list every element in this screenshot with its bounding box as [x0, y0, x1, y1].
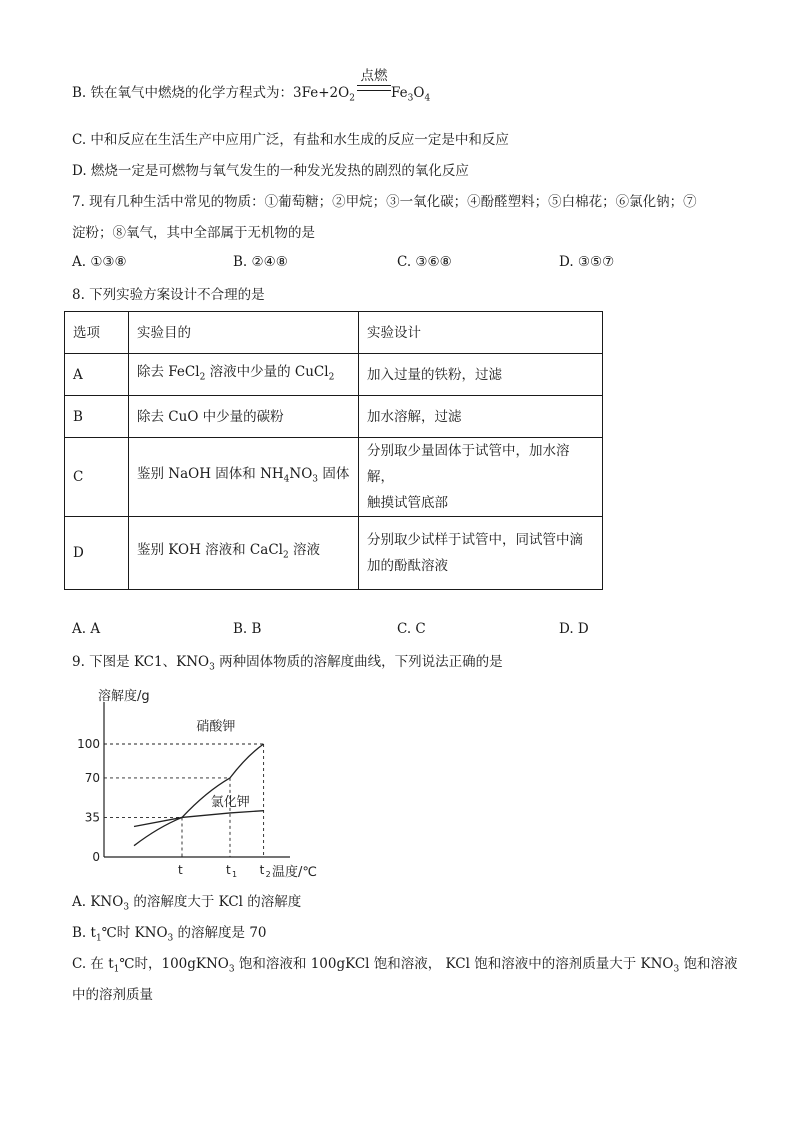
row-design: 加水溶解，过滤 — [359, 396, 603, 438]
q7-option-a[interactable]: A. ①③⑧ — [72, 254, 127, 270]
q8-stem: 8. 下列实验方案设计不合理的是 — [72, 287, 265, 303]
y-tick-label: 100 — [77, 737, 100, 751]
row-option: B — [65, 396, 129, 438]
q7-option-d[interactable]: D. ③⑤⑦ — [559, 254, 615, 270]
y-tick-label: 0 — [92, 850, 100, 864]
q9-option-b: B. $t_1℃$时 $KNO_3$ 的溶解度是 70 — [72, 925, 267, 944]
row-option: C — [65, 438, 129, 517]
series-line-kcl — [134, 811, 264, 827]
table-row — [65, 438, 603, 517]
table-row — [65, 396, 603, 438]
q7-option-b[interactable]: B. ②④⑧ — [233, 254, 288, 270]
y-tick-label: 35 — [84, 810, 100, 825]
x-tick-label: t — [226, 863, 231, 877]
reaction-condition — [357, 68, 391, 91]
x-tick-subscript: 1 — [232, 870, 238, 879]
q6-option-c: C. 中和反应在生活生产中应用广泛，有盐和水生成的反应一定是中和反应 — [72, 132, 509, 148]
table-row — [65, 517, 603, 590]
row-option: A — [65, 354, 129, 396]
row-design: 加入过量的铁粉，过滤 — [359, 354, 603, 396]
solubility-chart — [70, 682, 317, 882]
q7-stem-line1: 7. 现有几种生活中常见的物质：①葡萄糖；②甲烷；③一氧化碳；④酚醛塑料；⑤白棉花；⑥氯化钠；⑦ — [72, 194, 697, 210]
table-row — [65, 354, 603, 396]
q6-option-b-product: $Fe_3O_4$ — [391, 85, 431, 104]
y-axis-label: 溶解度/g — [98, 689, 150, 704]
q6-option-b: B. 铁在氧气中燃烧的化学方程式为：$3Fe+2O_2$ — [72, 85, 355, 104]
series-label-kcl: 氯化钾 — [210, 795, 250, 811]
q8-option-b[interactable]: B. B — [233, 621, 262, 637]
q7-options — [72, 254, 712, 274]
x-tick-label: t — [259, 863, 265, 877]
q7-option-c[interactable]: C. ③⑥⑧ — [397, 254, 452, 270]
q6-option-d: D. 燃烧一定是可燃物与氧气发生的一种发光发热的剧烈的氧化反应 — [72, 163, 469, 179]
row-purpose: 除去 CuO 中少量的碳粉 — [129, 396, 359, 438]
q9-option-c-line2: 中的溶剂质量 — [72, 987, 153, 1003]
y-tick-label: 70 — [84, 770, 100, 785]
q8-option-d[interactable]: D. D — [559, 621, 589, 637]
series-label-kno3: 硝酸钾 — [196, 719, 236, 735]
q8-option-a[interactable]: A. A — [72, 621, 101, 637]
row-design: 分别取少量固体于试管中，加水溶解， 触摸试管底部 — [359, 438, 603, 517]
q9-option-a: A. $KNO_3$ 的溶解度大于 KCl 的溶解度 — [72, 894, 302, 913]
equals-sign — [357, 85, 391, 91]
x-tick-subscript: 2 — [265, 870, 271, 879]
q9-stem: 9. 下图是 KC1、$KNO_3$ 两种固体物质的溶解度曲线，下列说法正确的是 — [72, 654, 503, 673]
row-design: 分别取少试样于试管中，同试管中滴 加的酚酞溶液 — [359, 517, 603, 590]
row-purpose: 鉴别 NaOH 固体和 $NH_4NO_3$ 固体 — [129, 438, 359, 517]
q7-stem-line2: 淀粉；⑧氧气，其中全部属于无机物的是 — [72, 225, 315, 241]
q9-option-c-line1: C. 在 $t_1℃$时，100gKNO$_3$ 饱和溶液和 100gKCl 饱和溶液， KCl 饱和溶液中的溶剂质量大于 $KNO_3$ 饱和溶液 — [72, 956, 738, 975]
row-option: D — [65, 517, 129, 590]
chart-labels — [77, 688, 317, 880]
row-purpose: 除去 FeCl$_2$ 溶液中少量的 CuCl$_2$ — [129, 354, 359, 396]
row-purpose: 鉴别 KOH 溶液和 CaCl$_2$ 溶液 — [129, 517, 359, 590]
header-design: 实验设计 — [359, 312, 603, 354]
table-header-row — [65, 312, 603, 354]
header-option: 选项 — [65, 312, 129, 354]
q8-option-c[interactable]: C. C — [397, 621, 426, 637]
q8-options — [72, 621, 712, 641]
experiment-table — [64, 311, 603, 590]
header-purpose: 实验目的 — [129, 312, 359, 354]
condition-label: 点燃 — [360, 68, 388, 84]
x-tick-label: t — [178, 863, 183, 877]
x-axis-label: 温度/℃ — [272, 865, 317, 880]
